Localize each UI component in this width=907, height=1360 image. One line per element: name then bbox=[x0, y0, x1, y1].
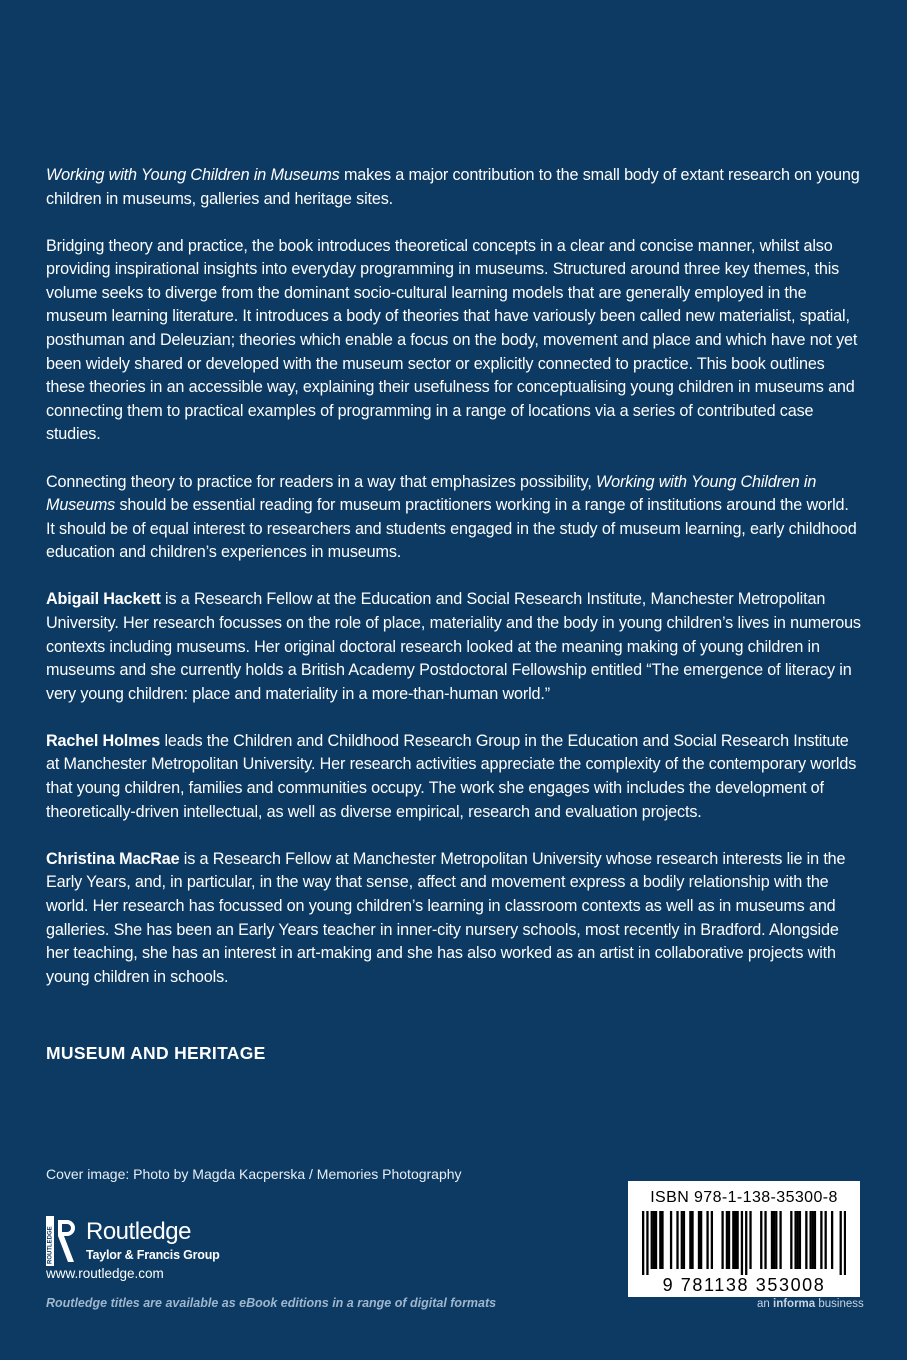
back-cover-text bbox=[46, 164, 861, 1013]
publisher-url[interactable]: www.routledge.com bbox=[46, 1266, 164, 1281]
barcode-bar bbox=[760, 1211, 762, 1269]
barcode-bar bbox=[651, 1211, 653, 1269]
barcode-bar bbox=[711, 1211, 713, 1269]
barcode-bar bbox=[700, 1211, 702, 1269]
barcode-bar bbox=[771, 1211, 773, 1269]
barcode-bar bbox=[745, 1211, 747, 1275]
barcode-bar bbox=[691, 1211, 693, 1269]
author-bio-hackett: Abigail Hackett is a Research Fellow at the Education and Social Research Institute, Manchester Metropolitan University. Her research focusses on the role of place, materiality and the body in young children’s lives in numerous contexts including museums. Her original doctoral research looked at the meaning making of young children in museums and she currently holds a British Academy Postdoctoral Fellowship entitled “The emergence of literacy in very young children: place and materiality in a more-than-human world.” bbox=[46, 590, 861, 703]
barcode-bar bbox=[642, 1211, 644, 1275]
barcode-bar bbox=[683, 1211, 685, 1269]
barcode-bar bbox=[805, 1211, 807, 1269]
book-title-italic: Working with Young Children in Museums bbox=[46, 166, 340, 184]
routledge-logo-icon bbox=[46, 1216, 78, 1266]
isbn-label: ISBN 978-1-138-35300-8 bbox=[650, 1189, 838, 1206]
informa-tagline: an informa business bbox=[757, 1298, 864, 1310]
barcode-bar bbox=[764, 1211, 766, 1269]
barcode-bar bbox=[773, 1211, 775, 1269]
barcode-bar bbox=[825, 1211, 827, 1269]
barcode-bar bbox=[721, 1211, 723, 1269]
description-paragraph-1: Working with Young Children in Museums makes a major contribution to the small body of extant research on young children in museums, galleries and heritage sites. bbox=[46, 166, 860, 208]
publisher-name: Routledge bbox=[86, 1218, 191, 1245]
barcode-bar bbox=[659, 1211, 661, 1269]
cover-image-credit: Cover image: Photo by Magda Kacperska / Memories Photography bbox=[46, 1166, 462, 1182]
barcode-bar bbox=[790, 1211, 792, 1269]
author-bio-macrae: Christina MacRae is a Research Fellow at Manchester Metropolitan University whose research interests lie in the Early Years, and, in particular, in the way that sense, affect and movement express a bodily relationship with the world. Her research has focussed on young children’s learning in classroom contexts as well as in museums and galleries. She has been an Early Years teacher in inner-city nursery schools, most recently in Bradford. Alongside her teaching, she has an interest in art-making and she has also worked as an artist in collaborative projects with young children in schools. bbox=[46, 849, 846, 986]
barcode-bar bbox=[653, 1211, 655, 1269]
barcode-bar bbox=[670, 1211, 672, 1269]
barcode-bar bbox=[749, 1211, 751, 1269]
publisher-block bbox=[46, 1216, 246, 1286]
barcode-bar bbox=[799, 1211, 801, 1269]
barcode-bar bbox=[676, 1211, 678, 1269]
barcode-bar bbox=[831, 1211, 833, 1269]
author-name: Abigail Hackett bbox=[46, 590, 161, 609]
barcode-bar bbox=[655, 1211, 657, 1269]
barcode-bar bbox=[840, 1211, 842, 1275]
description-paragraph-3: Connecting theory to practice for readers in a way that emphasizes possibility, Working with Young Children in Museums should be essential reading for museum practitioners working in a range of institutions around the world. It should be of equal interest to researchers and students engaged in the study of museum learning, early childhood education and children’s experiences in museums. bbox=[46, 472, 857, 562]
barcode-bar bbox=[646, 1211, 648, 1275]
barcode-bar bbox=[741, 1211, 743, 1275]
barcode-bar bbox=[728, 1211, 730, 1269]
barcode-bar bbox=[794, 1211, 796, 1269]
barcode-bar bbox=[797, 1211, 799, 1269]
informa-brand: informa bbox=[773, 1298, 816, 1310]
subject-category: MUSEUM AND HERITAGE bbox=[46, 1043, 266, 1063]
barcode-bar bbox=[732, 1211, 734, 1269]
author-name: Rachel Holmes bbox=[46, 731, 161, 750]
barcode-bar bbox=[736, 1211, 738, 1269]
logo-vertical-text: ROUTLEDGE bbox=[47, 1226, 54, 1264]
barcode-bar bbox=[689, 1211, 691, 1269]
barcode-bar bbox=[812, 1211, 814, 1269]
barcode-bars bbox=[642, 1211, 846, 1275]
publisher-group: Taylor & Francis Group bbox=[86, 1248, 220, 1262]
barcode-bar bbox=[726, 1211, 728, 1269]
barcode-bar bbox=[681, 1211, 683, 1269]
barcode-bar bbox=[661, 1211, 663, 1269]
barcode-bar bbox=[775, 1211, 777, 1269]
book-title-italic: Working with Young Children in Museums bbox=[46, 472, 817, 515]
isbn-barcode bbox=[628, 1181, 860, 1297]
barcode-bar bbox=[844, 1211, 846, 1275]
author-name: Christina MacRae bbox=[46, 849, 180, 868]
barcode-bar bbox=[820, 1211, 822, 1269]
barcode-bar bbox=[698, 1211, 700, 1269]
description-paragraph-2: Bridging theory and practice, the book introduces theoretical concepts in a clear and concise manner, whilst also providing inspirational insights into everyday programming in museums. Structured around three key themes, this volume seeks to diverge from the dominant socio-cultural learning models that are generally employed in the museum learning literature. It introduces a body of theories that have variously been called new materialist, spatial, posthuman and Deleuzian; theories which enable a focus on the body, movement and place and which have not yet been widely shared or developed with the museum sector or explicitly connected to practice. This book outlines these theories in an accessible way, explaining their usefulness for conceptualising young children in museums and connecting them to practical examples of programming in a range of locations via a series of contributed case studies. bbox=[46, 236, 858, 444]
barcode-bar bbox=[734, 1211, 736, 1269]
barcode-bar bbox=[809, 1211, 811, 1269]
ebook-availability-note: Routledge titles are available as eBook editions in a range of digital formats bbox=[46, 1296, 497, 1310]
barcode-bar bbox=[706, 1211, 708, 1269]
author-bio-holmes: Rachel Holmes leads the Children and Childhood Research Group in the Education and Social Research Institute at Manchester Metropolitan University. Her research activities appreciate the complexity of the contemporary worlds that young children, families and communities occupy. The work she engages with includes the development of theoretically-driven intellectual, as well as diverse empirical, research and evaluation projects. bbox=[46, 731, 857, 821]
barcode-bar bbox=[814, 1211, 816, 1269]
barcode-bar bbox=[779, 1211, 781, 1269]
barcode-digits: 9 781138 353008 bbox=[662, 1275, 826, 1295]
